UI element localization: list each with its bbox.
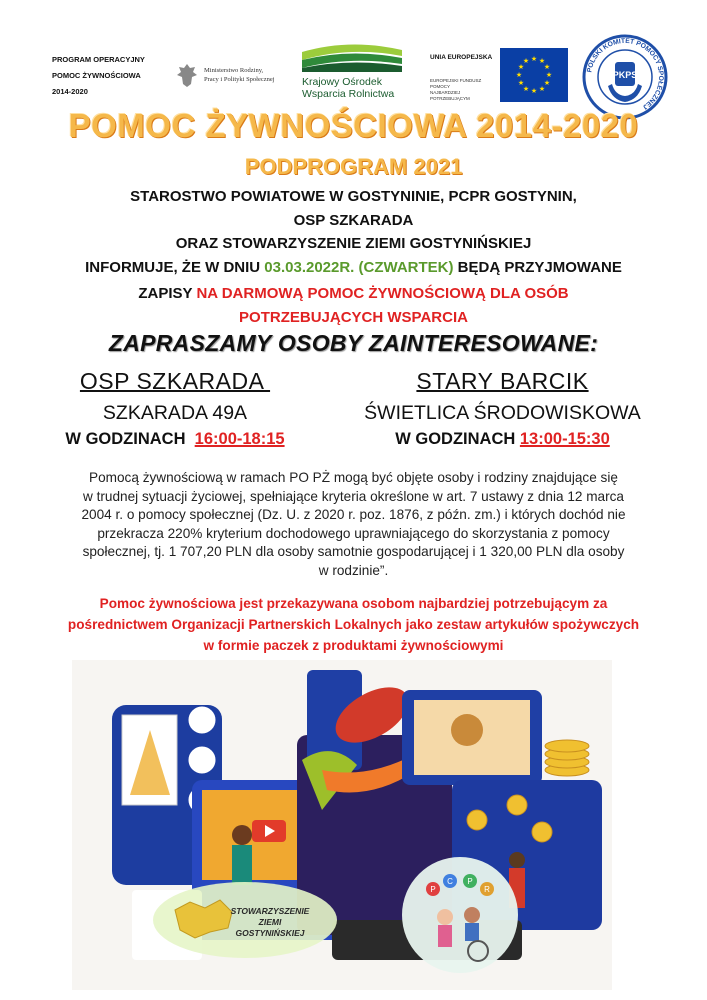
svg-text:★: ★: [543, 63, 551, 71]
eu-fund-line: EUROPEJSKI FUNDUSZ POMOCY: [430, 78, 482, 89]
svg-text:R: R: [484, 885, 490, 894]
svg-text:★: ★: [538, 85, 546, 93]
pcpr-emblem-icon: [400, 855, 520, 975]
ministry-line: Pracy i Polityki Społecznej: [204, 76, 275, 83]
hours-label: W GODZINACH: [395, 430, 520, 448]
hours-label: W GODZINACH: [65, 430, 195, 448]
location-place: OSP SZKARADA: [79, 368, 271, 394]
association-line: STOWARZYSZENIE: [230, 906, 310, 916]
kowr-logo: [300, 40, 405, 110]
svg-text:★: ★: [517, 79, 525, 87]
kowr-line: Krajowy Ośrodek: [302, 76, 382, 88]
distribution-note: [20, 593, 687, 656]
info-line: [0, 259, 707, 276]
program-line: 2014-2020: [52, 87, 88, 96]
svg-text:★: ★: [538, 57, 546, 65]
svg-text:C: C: [447, 877, 453, 886]
location-hours: [330, 430, 675, 449]
association-line: ZIEMI: [258, 917, 282, 927]
paragraph-line: społecznej, tj. 1 707,20 PLN dla osoby samotnie gospodarującej i 1 320,00 PLN dla osoby: [82, 544, 625, 559]
eu-flag-icon: [500, 48, 568, 102]
eu-title: UNIA EUROPEJSKA: [430, 54, 493, 61]
ministry-logo: [172, 62, 292, 90]
info-line2-prefix: ZAPISY: [138, 285, 197, 302]
hours-value: 13:00-15:30: [519, 430, 610, 448]
kowr-line: Wsparcia Rolnictwa: [302, 88, 395, 100]
svg-text:P: P: [430, 885, 436, 894]
org-line: STAROSTWO POWIATOWE W GOSTYNINIE, PCPR GOSTYNIN,: [130, 188, 577, 205]
org-line: OSP SZKARADA: [293, 212, 414, 229]
svg-text:PKPS: PKPS: [612, 70, 638, 80]
info-line: [0, 285, 707, 302]
paragraph-line: Pomocą żywnościową w ramach PO PŻ mogą być objęte osoby i rodziny znajdujące się: [89, 470, 618, 485]
eu-fund-line: NAJBARDZIEJ POTRZEBUJĄCYM: [430, 90, 470, 101]
ministry-name: [204, 66, 294, 84]
info-line3-red: POTRZEBUJĄCYCH WSPARCIA: [239, 309, 468, 326]
location-hours: [40, 430, 310, 449]
association-name: [210, 906, 330, 939]
location-address: ŚWIETLICA ŚRODOWISKOWA: [364, 402, 641, 424]
pcpr-logo: [400, 855, 520, 975]
association-logo: [150, 880, 340, 960]
paragraph-line: w rodzinie”.: [318, 562, 389, 578]
association-line: GOSTYNIŃSKIEJ: [235, 928, 305, 938]
svg-text:★: ★: [517, 63, 525, 71]
program-line: PROGRAM OPERACYJNY: [52, 55, 145, 64]
page-subtitle: PODPROGRAM 2021: [244, 154, 463, 179]
svg-text:★: ★: [543, 79, 551, 87]
ministry-line: Ministerstwo Rodziny,: [204, 67, 264, 74]
svg-text:★: ★: [545, 71, 553, 79]
svg-text:★: ★: [530, 55, 538, 63]
paragraph-line: w trudnej sytuacji życiowej, spełniające kryteria określone w art. 7 ustawy z dnia 12 marca: [83, 488, 624, 504]
info-line2-red: NA DARMOWĄ POMOC ŻYWNOŚCIOWĄ DLA OSÓB: [196, 285, 569, 302]
program-label: [52, 52, 172, 100]
svg-text:★: ★: [522, 57, 530, 65]
page-title: POMOC ŻYWNOŚCIOWA 2014-2020: [68, 107, 639, 144]
eu-logo: [430, 48, 572, 108]
eu-fund-name: [430, 78, 496, 102]
program-line: POMOC ŻYWNOŚCIOWA: [52, 71, 141, 80]
info-prefix: INFORMUJE, ŻE W DNIU: [85, 259, 265, 276]
svg-text:★: ★: [530, 87, 538, 95]
paragraph-line: 2004 r. o pomocy społecznej (Dz. U. z 2020 r. poz. 1876, z późn. zm.) i których dochód nie: [81, 507, 626, 522]
invite-heading: ZAPRASZAMY OSOBY ZAINTERESOWANE:: [108, 330, 599, 356]
note-line: w formie paczek z produktami żywnościowymi: [203, 638, 504, 653]
info-suffix: BĘDĄ PRZYJMOWANE: [453, 259, 622, 276]
location-osp: [40, 368, 310, 449]
note-line: pośrednictwem Organizacji Partnerskich Lokalnych jako zestaw artykułów spożywczych: [67, 617, 640, 632]
kowr-name: [302, 76, 412, 100]
hours-value: 16:00-18:15: [194, 430, 285, 448]
eagle-icon: [176, 62, 198, 88]
location-barcik: [330, 368, 675, 449]
svg-text:★: ★: [515, 71, 523, 79]
info-date: 03.03.2022R. (CZWARTEK): [264, 259, 454, 276]
svg-text:POLSKI KOMITET POMOCY SPOŁECZN: POLSKI KOMITET POMOCY SPOŁECZNEJ: [586, 37, 665, 111]
org-line: ORAZ STOWARZYSZENIE ZIEMI GOSTYNIŃSKIEJ: [175, 235, 532, 252]
eligibility-paragraph: [40, 469, 667, 580]
paragraph-line: przekracza 220% kryterium dochodowego uprawniającego do skorzystania z pomocy: [97, 525, 610, 541]
svg-text:★: ★: [522, 85, 530, 93]
location-place: STARY BARCIK: [416, 368, 589, 394]
kowr-fields-icon: [300, 40, 405, 74]
svg-text:P: P: [467, 877, 473, 886]
note-line: Pomoc żywnościowa jest przekazywana osobom najbardziej potrzebującym za: [99, 596, 608, 611]
location-address: SZKARADA 49A: [102, 402, 248, 424]
